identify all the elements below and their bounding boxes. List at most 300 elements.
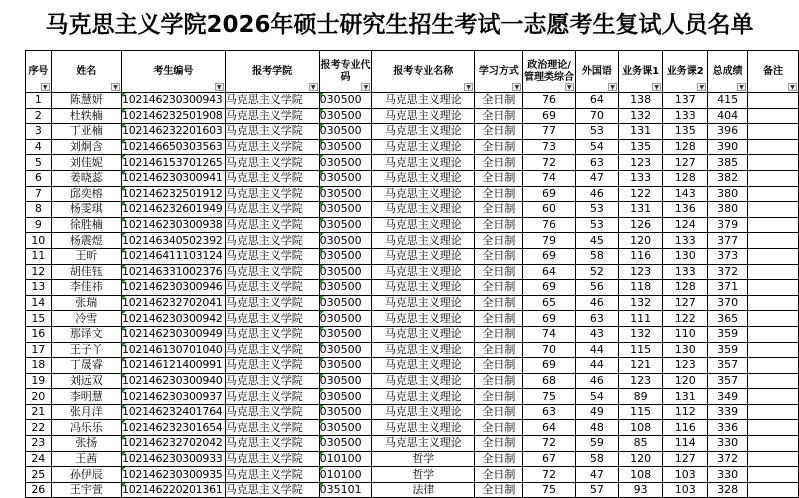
cell-exam_no[interactable]: 102146230300942 [122,311,226,327]
cell-course1[interactable]: 85 [619,436,663,452]
cell-course2[interactable]: 133 [663,233,708,249]
cell-mode[interactable]: 全日制 [475,170,523,186]
cell-major_code[interactable]: 030500 [319,311,372,327]
cell-school[interactable]: 马克思主义学院 [225,264,319,280]
cell-course2[interactable]: 128 [663,170,708,186]
cell-name[interactable]: 徐胜楠 [51,217,121,233]
cell-politics[interactable]: 64 [523,264,575,280]
cell-mode[interactable]: 全日制 [475,467,523,483]
cell-remark[interactable] [748,342,799,358]
cell-foreign[interactable]: 44 [575,342,618,358]
cell-remark[interactable] [748,436,799,452]
cell-remark[interactable] [748,404,799,420]
cell-mode[interactable]: 全日制 [475,404,523,420]
cell-name[interactable]: 杨震煜 [51,233,121,249]
cell-exam_no[interactable]: 102146232401764 [122,404,226,420]
cell-major_name[interactable]: 马克思主义理论 [372,124,475,140]
cell-major_code[interactable]: 030500 [319,295,372,311]
cell-seq[interactable]: 23 [26,436,52,452]
cell-remark[interactable] [748,373,799,389]
cell-seq[interactable]: 5 [26,155,52,171]
cell-total[interactable]: 404 [708,108,748,124]
cell-seq[interactable]: 24 [26,451,52,467]
cell-exam_no[interactable]: 102146650303563 [122,139,226,155]
cell-course1[interactable]: 132 [619,295,663,311]
cell-course2[interactable]: 130 [663,342,708,358]
cell-name[interactable]: 张瑞 [51,295,121,311]
cell-course2[interactable]: 143 [663,186,708,202]
cell-total[interactable]: 349 [708,389,748,405]
cell-remark[interactable] [748,482,799,498]
cell-major_name[interactable]: 马克思主义理论 [372,280,475,296]
cell-name[interactable]: 张月洋 [51,404,121,420]
cell-course1[interactable]: 123 [619,155,663,171]
cell-school[interactable]: 马克思主义学院 [225,139,319,155]
cell-total[interactable]: 365 [708,311,748,327]
cell-mode[interactable]: 全日制 [475,139,523,155]
cell-major_name[interactable]: 马克思主义理论 [372,326,475,342]
cell-course2[interactable]: 120 [663,373,708,389]
dropdown-arrow-icon[interactable]: ▼ [111,83,120,91]
cell-school[interactable]: 马克思主义学院 [225,233,319,249]
dropdown-arrow-icon[interactable]: ▼ [608,83,617,91]
cell-course2[interactable]: 114 [663,436,708,452]
cell-name[interactable]: 陈慧妍 [51,93,121,109]
cell-major_name[interactable]: 马克思主义理论 [372,233,475,249]
cell-mode[interactable]: 全日制 [475,264,523,280]
cell-name[interactable]: 胡佳钰 [51,264,121,280]
cell-exam_no[interactable]: 102146230300938 [122,217,226,233]
cell-seq[interactable]: 14 [26,295,52,311]
cell-foreign[interactable]: 54 [575,139,618,155]
cell-seq[interactable]: 7 [26,186,52,202]
cell-school[interactable]: 马克思主义学院 [225,342,319,358]
cell-remark[interactable] [748,93,799,109]
cell-politics[interactable]: 68 [523,373,575,389]
cell-seq[interactable]: 10 [26,233,52,249]
cell-course1[interactable]: 89 [619,389,663,405]
cell-remark[interactable] [748,202,799,218]
cell-politics[interactable]: 69 [523,311,575,327]
dropdown-arrow-icon[interactable]: ▼ [361,83,370,91]
cell-name[interactable]: 李明慧 [51,389,121,405]
cell-foreign[interactable]: 58 [575,248,618,264]
cell-exam_no[interactable]: 102146232702042 [122,436,226,452]
cell-course2[interactable]: 127 [663,155,708,171]
cell-seq[interactable]: 16 [26,326,52,342]
cell-politics[interactable]: 72 [523,436,575,452]
cell-course1[interactable]: 93 [619,482,663,498]
cell-politics[interactable]: 77 [523,124,575,140]
cell-school[interactable]: 马克思主义学院 [225,404,319,420]
cell-total[interactable]: 396 [708,124,748,140]
cell-course1[interactable]: 133 [619,170,663,186]
cell-major_name[interactable]: 马克思主义理论 [372,202,475,218]
cell-seq[interactable]: 20 [26,389,52,405]
cell-mode[interactable]: 全日制 [475,358,523,374]
cell-major_code[interactable]: 030500 [319,202,372,218]
cell-major_code[interactable]: 030500 [319,217,372,233]
cell-exam_no[interactable]: 102146220201361 [122,482,226,498]
cell-total[interactable]: 328 [708,482,748,498]
cell-remark[interactable] [748,124,799,140]
cell-major_name[interactable]: 马克思主义理论 [372,217,475,233]
cell-seq[interactable]: 6 [26,170,52,186]
cell-remark[interactable] [748,420,799,436]
cell-foreign[interactable]: 54 [575,389,618,405]
cell-course1[interactable]: 115 [619,404,663,420]
cell-mode[interactable]: 全日制 [475,155,523,171]
dropdown-arrow-icon[interactable]: ▼ [41,83,50,91]
cell-exam_no[interactable]: 102146130701040 [122,342,226,358]
cell-course1[interactable]: 126 [619,217,663,233]
cell-seq[interactable]: 12 [26,264,52,280]
cell-major_code[interactable]: 030500 [319,139,372,155]
cell-foreign[interactable]: 63 [575,155,618,171]
cell-mode[interactable]: 全日制 [475,233,523,249]
cell-total[interactable]: 371 [708,280,748,296]
cell-remark[interactable] [748,311,799,327]
cell-total[interactable]: 359 [708,326,748,342]
cell-total[interactable]: 372 [708,264,748,280]
cell-school[interactable]: 马克思主义学院 [225,155,319,171]
cell-foreign[interactable]: 58 [575,451,618,467]
cell-politics[interactable]: 69 [523,186,575,202]
cell-school[interactable]: 马克思主义学院 [225,467,319,483]
cell-foreign[interactable]: 56 [575,280,618,296]
cell-major_code[interactable]: 010100 [319,451,372,467]
cell-exam_no[interactable]: 102146230300946 [122,280,226,296]
cell-politics[interactable]: 74 [523,170,575,186]
cell-name[interactable]: 杨雯琪 [51,202,121,218]
cell-name[interactable]: 孙伊辰 [51,467,121,483]
cell-course2[interactable]: 127 [663,295,708,311]
cell-exam_no[interactable]: 102146230300940 [122,373,226,389]
cell-total[interactable]: 330 [708,467,748,483]
cell-remark[interactable] [748,295,799,311]
cell-major_name[interactable]: 马克思主义理论 [372,342,475,358]
cell-course2[interactable]: 122 [663,311,708,327]
cell-foreign[interactable]: 48 [575,420,618,436]
cell-name[interactable]: 冯乐乐 [51,420,121,436]
cell-major_name[interactable]: 马克思主义理论 [372,436,475,452]
cell-seq[interactable]: 4 [26,139,52,155]
dropdown-arrow-icon[interactable]: ▼ [788,83,797,91]
cell-course2[interactable]: 116 [663,420,708,436]
cell-exam_no[interactable]: 102146230300937 [122,389,226,405]
cell-course2[interactable]: 110 [663,326,708,342]
cell-mode[interactable]: 全日制 [475,280,523,296]
cell-total[interactable]: 377 [708,233,748,249]
cell-major_code[interactable]: 030500 [319,93,372,109]
cell-course1[interactable]: 138 [619,93,663,109]
cell-remark[interactable] [748,326,799,342]
cell-major_code[interactable]: 035101 [319,482,372,498]
cell-politics[interactable]: 72 [523,155,575,171]
cell-course2[interactable]: 133 [663,264,708,280]
cell-course1[interactable]: 132 [619,108,663,124]
cell-name[interactable]: 王昕 [51,248,121,264]
cell-major_name[interactable]: 马克思主义理论 [372,155,475,171]
cell-politics[interactable]: 64 [523,420,575,436]
cell-exam_no[interactable]: 102146232702041 [122,295,226,311]
cell-mode[interactable]: 全日制 [475,248,523,264]
cell-major_name[interactable]: 马克思主义理论 [372,389,475,405]
cell-seq[interactable]: 3 [26,124,52,140]
cell-major_code[interactable]: 030500 [319,342,372,358]
cell-school[interactable]: 马克思主义学院 [225,451,319,467]
cell-foreign[interactable]: 53 [575,124,618,140]
cell-foreign[interactable]: 53 [575,217,618,233]
cell-course1[interactable]: 122 [619,186,663,202]
cell-school[interactable]: 马克思主义学院 [225,358,319,374]
cell-course1[interactable]: 108 [619,420,663,436]
cell-exam_no[interactable]: 102146232601949 [122,202,226,218]
cell-mode[interactable]: 全日制 [475,186,523,202]
cell-course1[interactable]: 123 [619,264,663,280]
cell-total[interactable]: 415 [708,93,748,109]
cell-foreign[interactable]: 46 [575,186,618,202]
dropdown-arrow-icon[interactable]: ▼ [565,83,574,91]
cell-foreign[interactable]: 64 [575,93,618,109]
cell-remark[interactable] [748,248,799,264]
cell-major_code[interactable]: 030500 [319,373,372,389]
cell-course2[interactable]: 131 [663,389,708,405]
cell-politics[interactable]: 69 [523,248,575,264]
cell-exam_no[interactable]: 102146331002376 [122,264,226,280]
cell-remark[interactable] [748,139,799,155]
cell-mode[interactable]: 全日制 [475,420,523,436]
cell-total[interactable]: 357 [708,358,748,374]
cell-school[interactable]: 马克思主义学院 [225,248,319,264]
cell-school[interactable]: 马克思主义学院 [225,108,319,124]
cell-foreign[interactable]: 44 [575,358,618,374]
cell-mode[interactable]: 全日制 [475,342,523,358]
dropdown-arrow-icon[interactable]: ▼ [464,83,473,91]
cell-name[interactable]: 冷雪 [51,311,121,327]
cell-course2[interactable]: 130 [663,248,708,264]
cell-course1[interactable]: 121 [619,358,663,374]
cell-seq[interactable]: 9 [26,217,52,233]
cell-foreign[interactable]: 59 [575,436,618,452]
cell-politics[interactable]: 75 [523,482,575,498]
cell-remark[interactable] [748,170,799,186]
cell-seq[interactable]: 25 [26,467,52,483]
cell-major_name[interactable]: 马克思主义理论 [372,420,475,436]
cell-total[interactable]: 330 [708,436,748,452]
cell-foreign[interactable]: 49 [575,404,618,420]
cell-foreign[interactable]: 45 [575,233,618,249]
cell-major_code[interactable]: 030500 [319,170,372,186]
cell-remark[interactable] [748,264,799,280]
cell-course2[interactable]: 103 [663,467,708,483]
cell-seq[interactable]: 2 [26,108,52,124]
cell-politics[interactable]: 79 [523,233,575,249]
cell-course2[interactable]: 133 [663,108,708,124]
cell-remark[interactable] [748,217,799,233]
cell-total[interactable]: 372 [708,451,748,467]
cell-foreign[interactable]: 53 [575,202,618,218]
cell-major_code[interactable]: 030500 [319,155,372,171]
cell-mode[interactable]: 全日制 [475,436,523,452]
cell-major_name[interactable]: 马克思主义理论 [372,311,475,327]
cell-mode[interactable]: 全日制 [475,326,523,342]
cell-politics[interactable]: 74 [523,326,575,342]
cell-foreign[interactable]: 47 [575,467,618,483]
cell-politics[interactable]: 63 [523,404,575,420]
cell-major_name[interactable]: 马克思主义理论 [372,170,475,186]
cell-mode[interactable]: 全日制 [475,389,523,405]
cell-exam_no[interactable]: 102146121400991 [122,358,226,374]
cell-total[interactable]: 380 [708,202,748,218]
cell-foreign[interactable]: 63 [575,311,618,327]
cell-exam_no[interactable]: 102146230300933 [122,451,226,467]
cell-name[interactable]: 王宇萱 [51,482,121,498]
cell-major_code[interactable]: 030500 [319,420,372,436]
cell-school[interactable]: 马克思主义学院 [225,389,319,405]
cell-total[interactable]: 336 [708,420,748,436]
cell-course1[interactable]: 108 [619,467,663,483]
cell-name[interactable]: 丁亚楠 [51,124,121,140]
cell-mode[interactable]: 全日制 [475,373,523,389]
cell-total[interactable]: 339 [708,404,748,420]
cell-school[interactable]: 马克思主义学院 [225,482,319,498]
cell-school[interactable]: 马克思主义学院 [225,202,319,218]
cell-remark[interactable] [748,233,799,249]
cell-name[interactable]: 姜晓蕊 [51,170,121,186]
cell-name[interactable]: 邱奕榕 [51,186,121,202]
cell-school[interactable]: 马克思主义学院 [225,170,319,186]
cell-remark[interactable] [748,358,799,374]
cell-major_code[interactable]: 010100 [319,467,372,483]
cell-course1[interactable]: 115 [619,342,663,358]
cell-mode[interactable]: 全日制 [475,451,523,467]
cell-name[interactable]: 刘炯含 [51,139,121,155]
cell-school[interactable]: 马克思主义学院 [225,420,319,436]
cell-exam_no[interactable]: 102146411103124 [122,248,226,264]
cell-remark[interactable] [748,451,799,467]
cell-seq[interactable]: 11 [26,248,52,264]
cell-mode[interactable]: 全日制 [475,124,523,140]
cell-school[interactable]: 马克思主义学院 [225,311,319,327]
cell-major_code[interactable]: 030500 [319,326,372,342]
cell-seq[interactable]: 26 [26,482,52,498]
cell-course2[interactable]: 103 [663,482,708,498]
cell-course2[interactable]: 123 [663,358,708,374]
cell-mode[interactable]: 全日制 [475,202,523,218]
cell-seq[interactable]: 1 [26,93,52,109]
cell-course1[interactable]: 111 [619,311,663,327]
cell-seq[interactable]: 18 [26,358,52,374]
cell-school[interactable]: 马克思主义学院 [225,436,319,452]
cell-seq[interactable]: 22 [26,420,52,436]
cell-name[interactable]: 那译文 [51,326,121,342]
cell-seq[interactable]: 19 [26,373,52,389]
cell-school[interactable]: 马克思主义学院 [225,186,319,202]
cell-major_code[interactable]: 030500 [319,108,372,124]
dropdown-arrow-icon[interactable]: ▼ [697,83,706,91]
cell-course1[interactable]: 120 [619,451,663,467]
cell-course1[interactable]: 123 [619,373,663,389]
cell-total[interactable]: 359 [708,342,748,358]
cell-major_code[interactable]: 030500 [319,248,372,264]
cell-foreign[interactable]: 70 [575,108,618,124]
cell-course1[interactable]: 131 [619,202,663,218]
dropdown-arrow-icon[interactable]: ▼ [215,83,224,91]
cell-major_name[interactable]: 马克思主义理论 [372,186,475,202]
cell-total[interactable]: 382 [708,170,748,186]
cell-course1[interactable]: 116 [619,248,663,264]
cell-major_name[interactable]: 马克思主义理论 [372,139,475,155]
cell-course2[interactable]: 127 [663,451,708,467]
cell-major_code[interactable]: 030500 [319,358,372,374]
cell-course2[interactable]: 137 [663,93,708,109]
cell-course2[interactable]: 112 [663,404,708,420]
cell-remark[interactable] [748,186,799,202]
cell-foreign[interactable]: 57 [575,482,618,498]
cell-mode[interactable]: 全日制 [475,482,523,498]
cell-foreign[interactable]: 52 [575,264,618,280]
cell-politics[interactable]: 73 [523,139,575,155]
cell-major_name[interactable]: 马克思主义理论 [372,108,475,124]
dropdown-arrow-icon[interactable]: ▼ [652,83,661,91]
cell-major_name[interactable]: 马克思主义理论 [372,93,475,109]
cell-mode[interactable]: 全日制 [475,217,523,233]
cell-course1[interactable]: 118 [619,280,663,296]
cell-foreign[interactable]: 46 [575,295,618,311]
cell-exam_no[interactable]: 102146232301654 [122,420,226,436]
cell-remark[interactable] [748,467,799,483]
cell-major_name[interactable]: 哲学 [372,467,475,483]
cell-course2[interactable]: 136 [663,202,708,218]
cell-politics[interactable]: 75 [523,389,575,405]
cell-remark[interactable] [748,108,799,124]
cell-foreign[interactable]: 46 [575,373,618,389]
cell-major_name[interactable]: 法律 [372,482,475,498]
cell-name[interactable]: 刘佳妮 [51,155,121,171]
cell-politics[interactable]: 65 [523,295,575,311]
cell-major_code[interactable]: 030500 [319,389,372,405]
cell-seq[interactable]: 17 [26,342,52,358]
cell-total[interactable]: 385 [708,155,748,171]
cell-exam_no[interactable]: 102146230300941 [122,170,226,186]
cell-major_name[interactable]: 马克思主义理论 [372,264,475,280]
cell-school[interactable]: 马克思主义学院 [225,373,319,389]
cell-exam_no[interactable]: 102146153701265 [122,155,226,171]
cell-school[interactable]: 马克思主义学院 [225,124,319,140]
cell-course1[interactable]: 120 [619,233,663,249]
cell-exam_no[interactable]: 102146230300943 [122,93,226,109]
dropdown-arrow-icon[interactable]: ▼ [737,83,746,91]
cell-seq[interactable]: 15 [26,311,52,327]
cell-total[interactable]: 379 [708,217,748,233]
cell-politics[interactable]: 76 [523,217,575,233]
cell-exam_no[interactable]: 102146232201603 [122,124,226,140]
cell-exam_no[interactable]: 102146230300935 [122,467,226,483]
cell-seq[interactable]: 8 [26,202,52,218]
cell-major_name[interactable]: 马克思主义理论 [372,358,475,374]
cell-major_code[interactable]: 030500 [319,404,372,420]
cell-course1[interactable]: 131 [619,124,663,140]
cell-politics[interactable]: 60 [523,202,575,218]
cell-name[interactable]: 丁晟睿 [51,358,121,374]
cell-seq[interactable]: 13 [26,280,52,296]
cell-name[interactable]: 张扬 [51,436,121,452]
cell-major_code[interactable]: 030500 [319,186,372,202]
cell-course2[interactable]: 128 [663,280,708,296]
cell-politics[interactable]: 70 [523,342,575,358]
cell-major_name[interactable]: 马克思主义理论 [372,404,475,420]
